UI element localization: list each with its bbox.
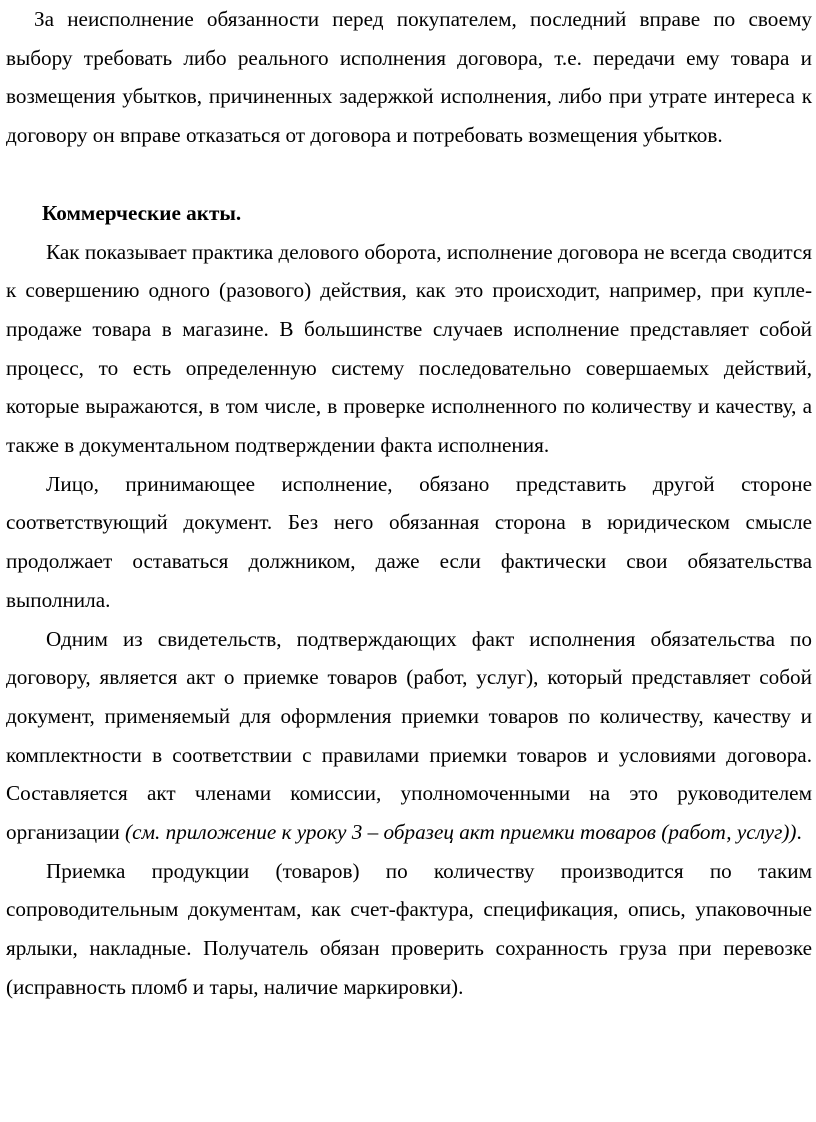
acceptance-act-end: . [796, 820, 802, 845]
acceptance-act-text: Одним из свидетельств, подтверждающих факт исполнения обязательства по договору, является акт о приемке товаров (работ, услуг), который представляет собой документ, применяемый для оформления приемки товаров по количеству, качеству и комплектности в соответствии с правилами приемки товаров и условиями договора. Составляется акт членами комиссии, уполномоченными на это руководителем организации [6, 626, 812, 845]
paragraph-obligations: За неисполнение обязанности перед покупателем, последний вправе по своему выбору требовать либо реального исполнения договора, т.е. передачи ему товара и возмещения убытков, причиненных задержкой исполнения, либо при утрате интереса к договору он вправе отказаться от договора и потребовать возмещения убытков. [6, 7, 812, 148]
document-page [6, 0, 812, 1007]
paragraph-accepting-party [6, 465, 812, 620]
appendix-reference: (см. приложение к уроку 3 – образец акт приемки товаров (работ, услуг)) [125, 820, 797, 845]
paragraph-quantity-acceptance: Приемка продукции (товаров) по количеству производится по таким сопроводительным документам, как счет-фактура, спецификация, опись, упаковочные ярлыки, накладные. Получатель обязан проверить сохранность груза при перевозке (исправность пломб и тары, наличие маркировки). [6, 858, 812, 999]
paragraph-business-practice: Как показывает практика делового оборота, исполнение договора не всегда сводится к совершению одного (разового) действия, как это происходит, например, при купле-продаже товара в магазине. В большинстве случаев исполнение представляет собой процесс, то есть определенную систему последовательно совершаемых действий, которые выражаются, в том числе, в проверке исполненного по количеству и качеству, а также в документальном подтверждении факта исполнения. [6, 239, 812, 458]
section-heading: Коммерческие акты. [42, 200, 242, 225]
paragraph-accepting-party-text: Лицо, принимающее исполнение, обязано представить другой стороне соответствующий документ. Без него обязанная сторона в юридическом смысле продолжает оставаться должником, даже если фактически свои обязательства выполнила. [6, 471, 812, 612]
paragraph-acceptance-act [6, 620, 812, 852]
